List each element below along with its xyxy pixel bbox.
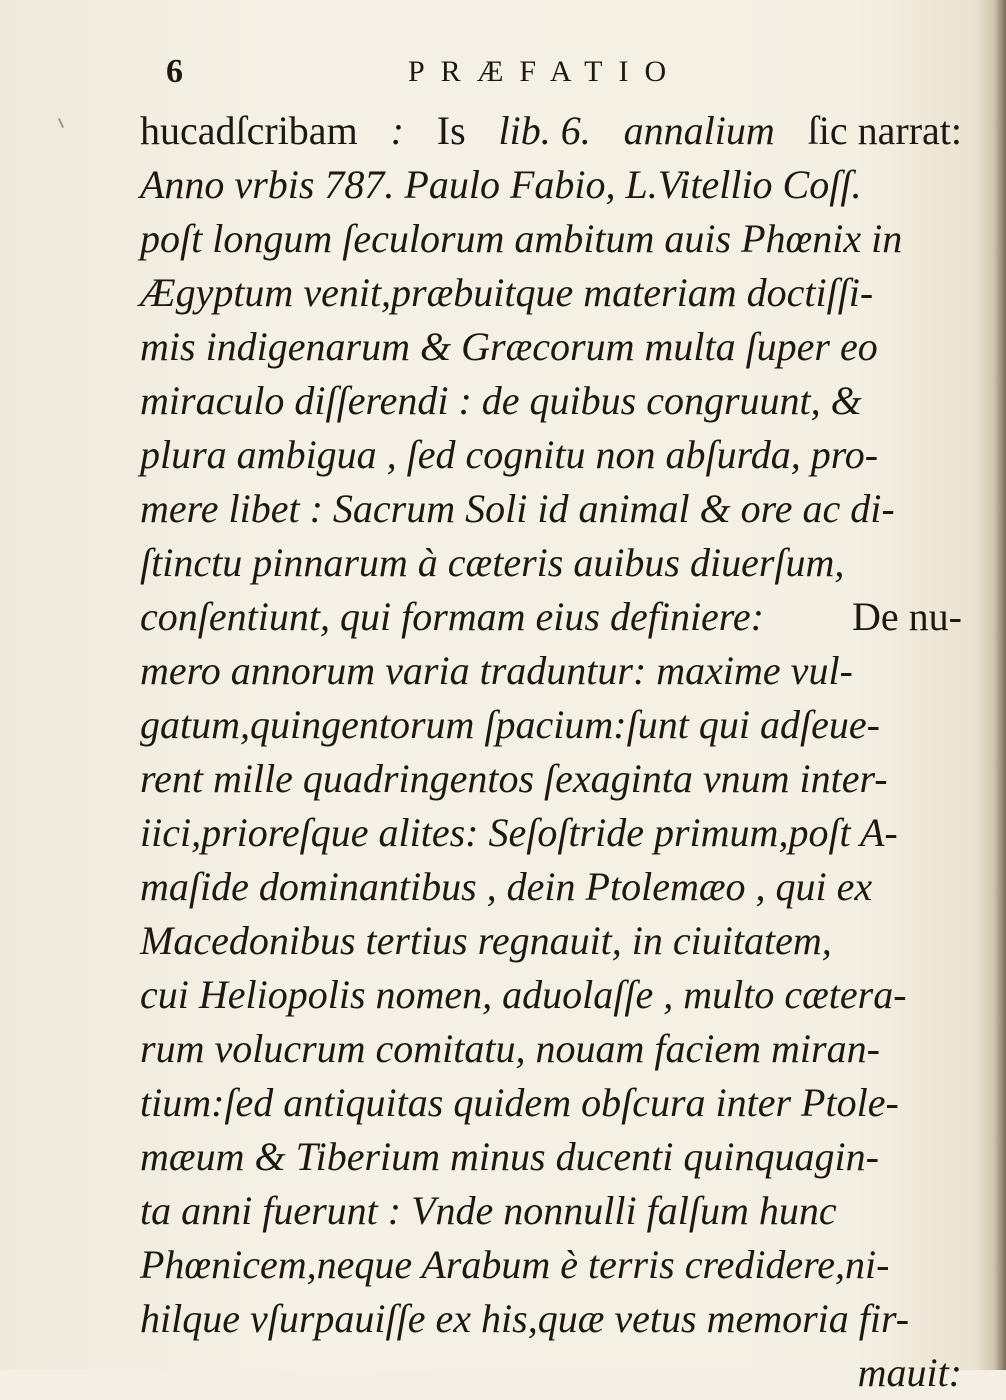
text-line (140, 698, 962, 752)
ink-speck (58, 118, 64, 128)
text-line (140, 968, 962, 1022)
text-line (140, 266, 962, 320)
text-segment: ſtinctu pinnarum à cæteris auibus diuerſum, (140, 540, 845, 585)
body-text (140, 104, 962, 1400)
text-line (140, 806, 962, 860)
text-segment: : (390, 108, 404, 153)
text-segment: Anno vrbis 787. Paulo Fabio, L.Vitellio Coſſ. (140, 162, 862, 207)
text-line (140, 104, 962, 158)
text-line (140, 752, 962, 806)
text-segment: hilque vſurpauiſſe ex his,quæ vetus memoria fir- (140, 1296, 910, 1341)
text-segment: mere libet : Sacrum Soli id animal & ore ac di- (140, 486, 895, 531)
text-segment: poſt longum ſeculorum ambitum auis Phœnix in (140, 216, 903, 261)
text-segment: Is (436, 108, 466, 153)
text-line (140, 158, 962, 212)
text-segment: plura ambigua , ſed cognitu non abſurda, pro- (140, 432, 879, 477)
text-segment: conſentiunt, qui formam eius definiere: (140, 594, 764, 639)
text-segment: mero annorum varia traduntur: maxime vul- (140, 648, 853, 693)
text-segment: iici,prioreſque alites: Seſoſtride primum,poſt A- (140, 810, 898, 855)
text-segment: Phœnicem,neque Arabum è terris credidere,ni- (140, 1242, 890, 1287)
text-line (140, 320, 962, 374)
text-line (140, 1184, 962, 1238)
text-segment: rum volucrum comitatu, nouam faciem miran- (140, 1026, 880, 1071)
text-segment: maſide dominantibus , dein Ptolemæo , qui ex (140, 864, 873, 909)
text-segment: tium:ſed antiquitas quidem obſcura inter Ptole- (140, 1080, 899, 1125)
text-segment: gatum,quingentorum ſpacium:ſunt qui adſeue- (140, 702, 880, 747)
text-line (140, 1076, 962, 1130)
text-line (140, 860, 962, 914)
text-line (140, 1238, 962, 1292)
text-segment: Ægyptum venit,præbuitque materiam doctiſſi- (140, 270, 874, 315)
text-segment: lib. 6. (498, 108, 591, 153)
text-segment: annalium (623, 108, 775, 153)
page-number: 6 (166, 53, 183, 90)
text-segment: cui Heliopolis nomen, aduolaſſe , multo cætera- (140, 972, 907, 1017)
text-line (140, 590, 962, 644)
binding-gutter-shadow (976, 0, 1006, 1370)
text-segment: miraculo diſſerendi : de quibus congruunt, & (140, 378, 862, 423)
text-line (140, 1292, 962, 1346)
text-line (140, 1022, 962, 1076)
text-line (140, 374, 962, 428)
text-line (140, 914, 962, 968)
text-segment: rent mille quadringentos ſexaginta vnum inter- (140, 756, 888, 801)
text-segment: ta anni fuerunt : Vnde nonnulli falſum hunc (140, 1188, 837, 1233)
text-segment: mis indigenarum & Græcorum multa ſuper eo (140, 324, 878, 369)
text-segment: mauit: (857, 1350, 962, 1395)
text-line (140, 1346, 962, 1400)
text-line (140, 1130, 962, 1184)
text-segment: Macedonibus tertius regnauit, in ciuitatem, (140, 918, 832, 963)
text-line (140, 482, 962, 536)
text-segment: hucadſcribam (140, 108, 358, 153)
text-line (140, 428, 962, 482)
text-line (140, 536, 962, 590)
text-line (140, 644, 962, 698)
text-segment: mæum & Tiberium minus ducenti quinquagin- (140, 1134, 879, 1179)
text-line (140, 212, 962, 266)
running-head: PRÆFATIO (408, 55, 683, 88)
text-segment: ſic narrat: (807, 108, 962, 153)
page-header (0, 46, 1006, 96)
text-segment: De nu- (852, 594, 962, 639)
